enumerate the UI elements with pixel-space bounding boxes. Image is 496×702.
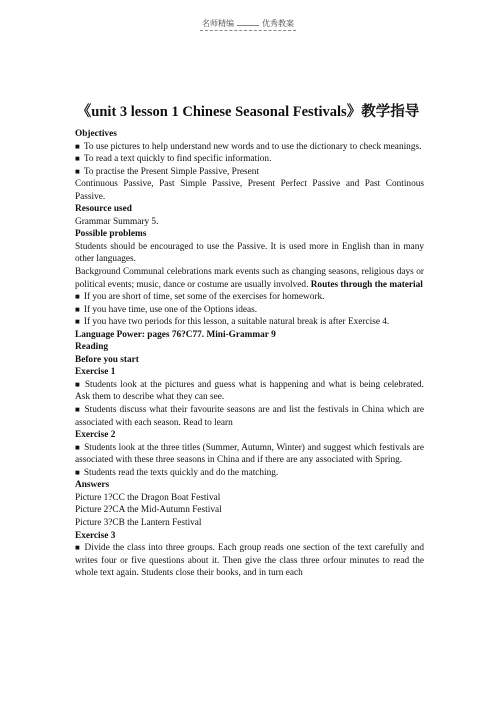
objective-item: ■ To use pictures to help understand new words and to use the dictionary to check meanings.: [75, 141, 424, 154]
exercise2-heading: Exercise 2: [75, 430, 116, 441]
exercise3-item: ■ Divide the class into three groups. Each group reads one section of the text carefully and writes four or five questions about it. Then give the class three orfour minutes to read the whole text again. Students close their books, and in turn each: [75, 542, 424, 580]
route-item: ■ If you have two periods for this lesson, a suitable natural break is after Exercise 4.: [75, 316, 424, 329]
problems-text: Students should be encouraged to use the Passive. It is used more in English than in many other languages.: [75, 241, 424, 265]
before-you-start-heading: Before you start: [75, 354, 139, 365]
answer-line: Picture 1?CC the Dragon Boat Festival: [75, 492, 221, 503]
language-power-line: Language Power: pages 76?C77. Mini-Grammar 9: [75, 329, 276, 340]
route-item: ■ If you have time, use one of the Options ideas.: [75, 304, 424, 317]
answer-line: Picture 2?CA the Mid-Autumn Festival: [75, 505, 222, 516]
route-item: ■ If you are short of time, set some of the exercises for homework.: [75, 291, 424, 304]
exercise1-item: ■ Students look at the pictures and guess what is happening and what is being celebrated. Ask them to describe what they can see.: [75, 379, 424, 404]
resource-text: Grammar Summary 5.: [75, 216, 159, 227]
reading-heading: Reading: [75, 342, 109, 353]
problems-heading: Possible problems: [75, 229, 147, 240]
answers-heading: Answers: [75, 480, 110, 491]
objective-continuation: Continuous Passive, Past Simple Passive, Present Perfect Passive and Past Continous Passive.: [75, 179, 424, 202]
background-sentence: Background Communal celebrations mark events such as changing seasons, religious days or political events; music, dance or costume are usually involved.: [75, 267, 424, 290]
exercise2-item: ■ Students read the texts quickly and do the matching.: [75, 467, 424, 480]
document-body: [75, 128, 424, 580]
header-separator: [237, 24, 259, 26]
exercise3-heading: Exercise 3: [75, 530, 116, 541]
answer-line: Picture 3?CB the Lantern Festival: [75, 517, 202, 528]
objective-item: ■ To practise the Present Simple Passive, Present: [75, 166, 424, 179]
header-right-text: 优秀教案: [262, 19, 294, 28]
routes-heading: Routes through the material: [310, 279, 423, 290]
exercise2-item: ■ Students look at the three titles (Summer, Autumn, Winter) and suggest which festivals are associated with these three seasons in China and if there are any associated with Spring.: [75, 442, 424, 467]
header-left-text: 名师精编: [202, 19, 234, 28]
background-text: [75, 266, 424, 291]
objective-item: ■ To read a text quickly to find specific information.: [75, 153, 424, 166]
resource-heading: Resource used: [75, 204, 132, 215]
exercise1-item: ■ Students discuss what their favourite seasons are and list the festivals in China which are associated with each season. Read to learn: [75, 404, 424, 429]
document-title: 《unit 3 lesson 1 Chinese Seasonal Festivals》教学指导: [76, 104, 420, 120]
page-header: [0, 18, 496, 31]
objectives-heading: Objectives: [75, 129, 117, 139]
exercise1-heading: Exercise 1: [75, 367, 116, 378]
